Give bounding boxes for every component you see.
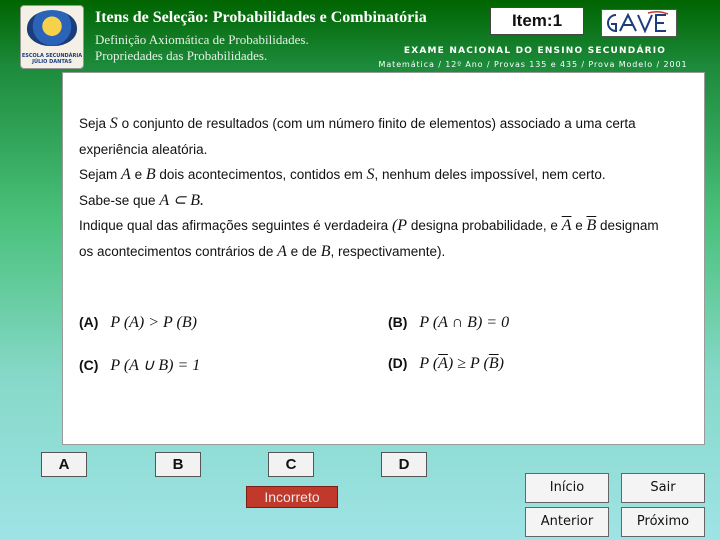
- question-text-segment: e de: [290, 243, 321, 259]
- proximo-button[interactable]: Próximo: [621, 507, 705, 537]
- question-text-segment: designam os acontecimentos contrários de: [79, 218, 659, 259]
- anterior-button[interactable]: Anterior: [525, 507, 609, 537]
- option-label: (C): [79, 357, 99, 373]
- exam-subtitle: Matemática / 12º Ano / Provas 135 e 435 / Prova Modelo / 2001: [378, 60, 688, 69]
- question-text-segment: e: [134, 167, 146, 182]
- page-title: Itens de Seleção: Probabilidades e Combinatória: [95, 9, 427, 26]
- answer-button-c[interactable]: C: [268, 452, 314, 477]
- option-label: (B): [388, 314, 408, 330]
- item-number-badge: Item:1: [490, 7, 584, 35]
- answer-button-b[interactable]: B: [155, 452, 201, 477]
- gave-logo: [601, 9, 677, 37]
- option-label: (A): [79, 314, 99, 330]
- question-text-segment: Sabe-se que: [79, 192, 156, 208]
- question-text-segment: Indique qual das afirmações seguintes é verdadeira: [79, 218, 392, 233]
- option-a: [79, 314, 197, 332]
- question-text-segment: Seja: [79, 116, 107, 131]
- question-text-segment: e: [575, 218, 587, 233]
- question-text-segment: designa probabilidade, e: [407, 218, 562, 233]
- school-logo-caption: ESCOLA SECUNDÁRIA JÚLIO DANTAS: [21, 53, 83, 65]
- option-d: [388, 355, 504, 373]
- option-expression: P (A ∪ B) = 1: [110, 357, 201, 374]
- question-panel: [62, 72, 705, 445]
- question-text-segment: , respectivamente).: [330, 243, 446, 259]
- question-text-segment: dois acontecimentos, contidos em: [159, 167, 367, 182]
- subtitle-line-1: Definição Axiomática de Probabilidades.: [95, 32, 309, 47]
- question-text-segment: o conjunto de resultados (com um número finito de elementos) associado a uma certa experiência aleatória.: [79, 116, 636, 157]
- option-expression: P $(\overline{A}) \ge P$ $(\overline{B})$: [419, 355, 504, 372]
- option-b: [388, 314, 509, 332]
- math-symbol-a: A: [121, 166, 131, 183]
- question-text-segment: , nenhum deles impossível, nem certo.: [374, 167, 606, 182]
- school-logo: [20, 5, 84, 69]
- math-symbol-s: S: [109, 115, 118, 132]
- inicio-button[interactable]: Início: [525, 473, 609, 503]
- option-expression: P (A) > P (B): [110, 314, 197, 331]
- math-symbol-p: (P: [391, 217, 408, 234]
- answer-button-a[interactable]: A: [41, 452, 87, 477]
- option-label: (D): [388, 355, 408, 371]
- option-expression: P (A ∩ B) = 0: [419, 314, 510, 331]
- page-subtitle: [95, 32, 309, 64]
- math-symbol-a: A: [277, 242, 287, 260]
- math-symbol-b: B: [145, 166, 156, 183]
- feedback-badge: Incorreto: [246, 486, 338, 508]
- question-text: [79, 111, 659, 264]
- exam-title: EXAME NACIONAL DO ENSINO SECUNDÁRIO: [403, 46, 667, 56]
- question-text-segment: Sejam: [79, 167, 118, 182]
- math-symbol-a-complement: $\overline{A}$: [561, 217, 572, 234]
- sair-button[interactable]: Sair: [621, 473, 705, 503]
- school-crest-icon: [27, 10, 77, 46]
- answer-button-d[interactable]: D: [381, 452, 427, 477]
- subtitle-line-2: Propriedades das Probabilidades.: [95, 48, 268, 63]
- math-symbol-s: S: [366, 166, 375, 183]
- math-symbol-b-complement: $\overline{B}$: [586, 217, 597, 234]
- math-subset-expression: A ⊂ B.: [159, 191, 204, 209]
- option-c: [79, 355, 200, 375]
- gave-logo-icon: [602, 10, 676, 36]
- math-symbol-b: B: [320, 242, 331, 260]
